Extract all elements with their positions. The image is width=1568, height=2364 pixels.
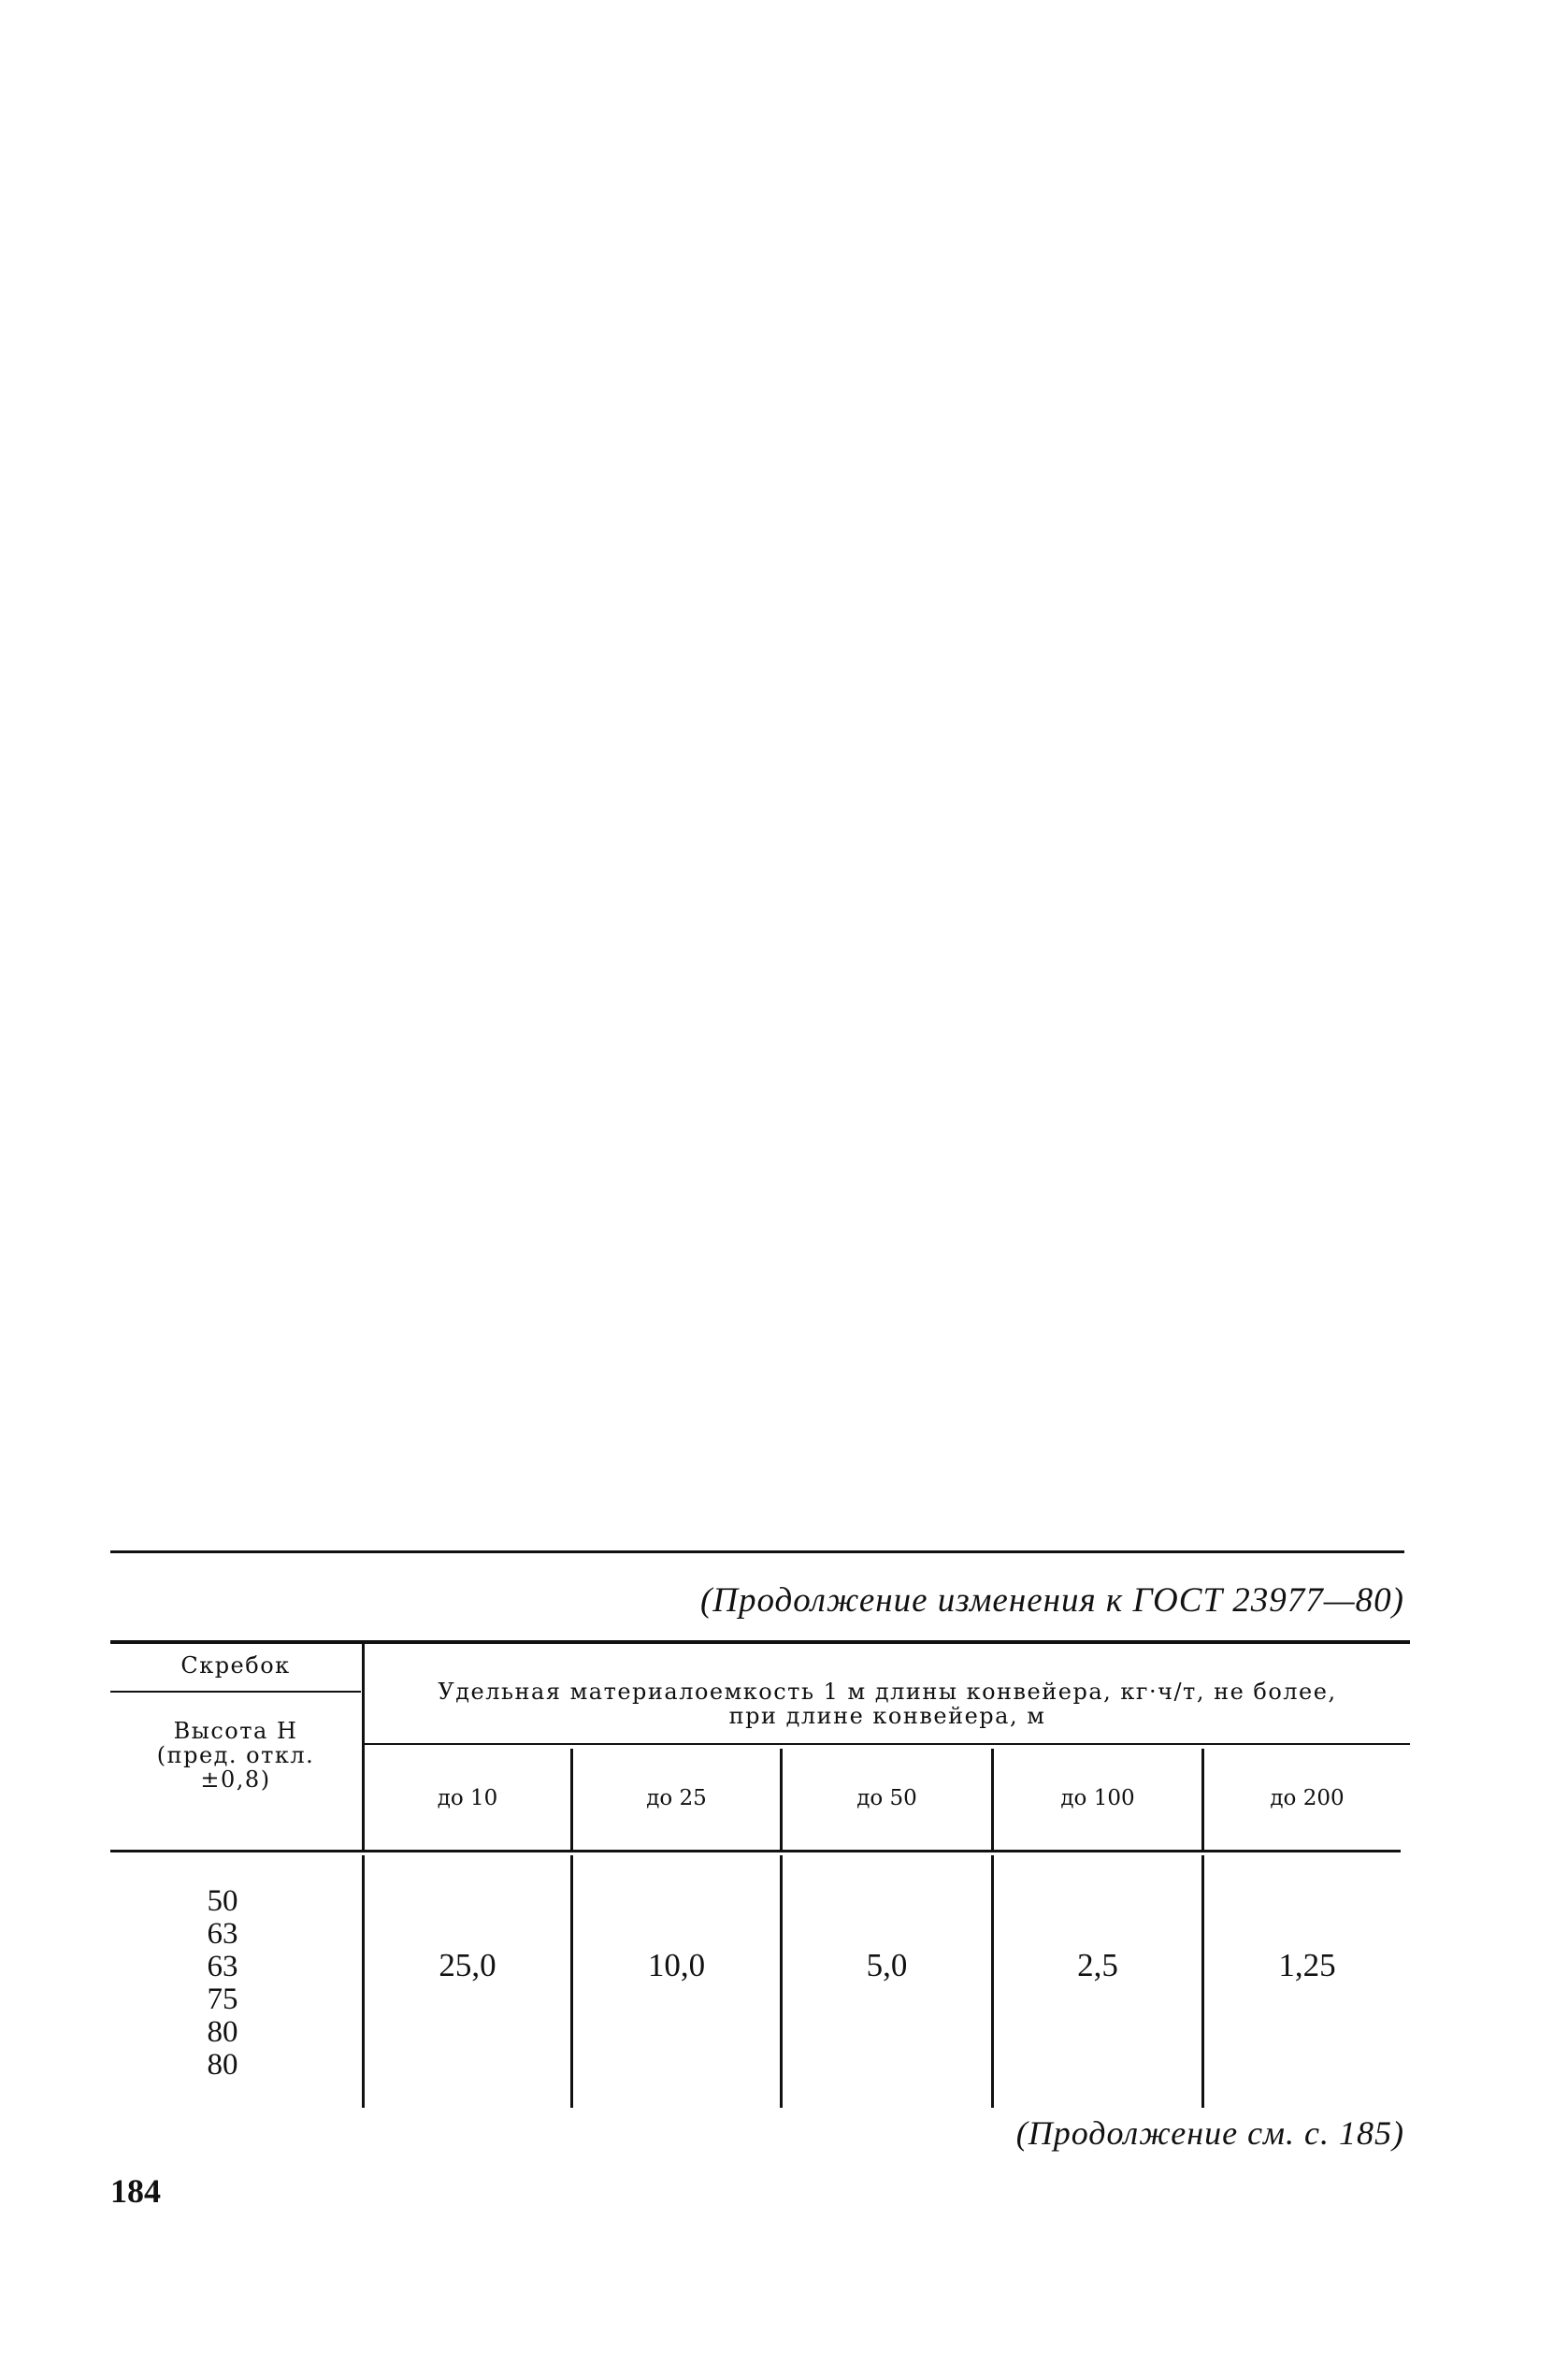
value-upto-10: 25,0 xyxy=(439,1947,496,1983)
scraper-label: Скребок xyxy=(180,1652,291,1679)
length-col-3: до 50 xyxy=(856,1786,917,1810)
height-value: 80 xyxy=(207,2048,238,2082)
continuation-footer: (Продолжение см. с. 185) xyxy=(1015,2114,1404,2152)
material-header-divider xyxy=(365,1743,1410,1745)
length-col-4: до 100 xyxy=(1060,1786,1135,1810)
length-col-1: до 10 xyxy=(437,1786,498,1810)
col-divider-1 xyxy=(362,1642,365,1850)
height-label-line-3: ±0,8) xyxy=(200,1766,271,1793)
page-number: 184 xyxy=(110,2172,161,2210)
length-col-5: до 200 xyxy=(1270,1786,1345,1810)
height-value: 50 xyxy=(207,1884,238,1918)
header-bottom-rule xyxy=(110,1850,1401,1852)
value-upto-100: 2,5 xyxy=(1077,1947,1118,1983)
material-header xyxy=(365,1679,1410,1728)
material-header-line-2: при длине конвейера, м xyxy=(728,1703,1046,1729)
height-label-line-2: (пред. откл. xyxy=(156,1742,315,1768)
height-values xyxy=(199,1885,246,2082)
top-rule xyxy=(110,1550,1404,1553)
height-label-line-1: Высота Н xyxy=(173,1718,298,1744)
gost-table xyxy=(110,1640,1410,2108)
height-value: 63 xyxy=(207,1950,238,1983)
height-value: 63 xyxy=(207,1917,238,1951)
material-header-line-1: Удельная материалоемкость 1 м длины конвейера, кг·ч/т, не более, xyxy=(438,1679,1337,1705)
height-value: 80 xyxy=(207,2015,238,2049)
continuation-header: (Продолжение изменения к ГОСТ 23977—80) xyxy=(699,1581,1404,1620)
value-upto-50: 5,0 xyxy=(866,1947,908,1983)
value-upto-200: 1,25 xyxy=(1278,1947,1336,1983)
scraper-divider xyxy=(110,1691,361,1693)
height-value: 75 xyxy=(207,1982,238,2016)
value-upto-25: 10,0 xyxy=(647,1947,706,1983)
length-col-2: до 25 xyxy=(646,1786,707,1810)
height-label xyxy=(110,1719,361,1792)
table-top-rule xyxy=(110,1640,1410,1644)
